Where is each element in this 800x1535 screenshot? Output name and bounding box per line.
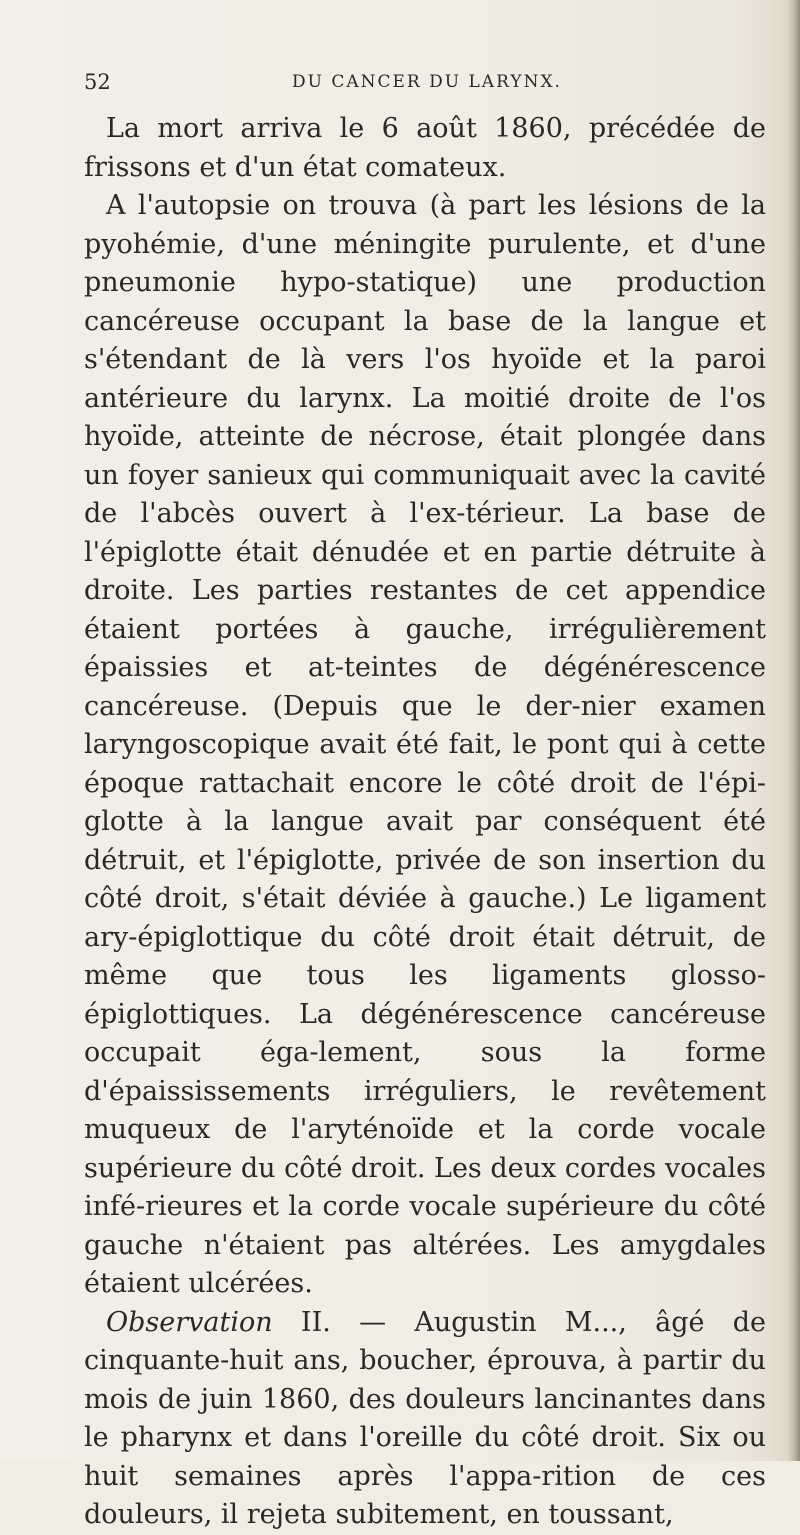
observation-label: Observation (106, 1306, 273, 1338)
observation-paragraph (84, 1304, 766, 1535)
body-text (84, 110, 766, 1535)
paragraph: La mort arriva le 6 août 1860, précédée de frissons et d'un état comateux. (84, 113, 766, 183)
page-edge-shadow (788, 0, 800, 1461)
page-header (84, 70, 784, 100)
observation-text: II. — Augustin M..., âgé de cinquante-huit ans, boucher, éprouva, à partir du mois de juin 1860, des douleurs lancinantes dans le pharynx et dans l'oreille du côté droit. Six ou huit semaines après l'appa-rition de ces douleurs, il rejeta subitement, en toussant, (84, 1306, 766, 1530)
running-title: DU CANCER DU LARYNX. (292, 72, 562, 92)
page-number: 52 (84, 70, 111, 94)
paragraph: A l'autopsie on trouva (à part les lésions de la pyohémie, d'une méningite purulente, et d'une pneumonie hypo-statique) une production cancéreuse occupant la base de la langue et s'étendant de là vers l'os hyoïde et la paroi antérieure du larynx. La moitié droite de l'os hyoïde, atteinte de nécrose, était plongée dans un foyer sanieux qui communiquait avec la cavité de l'abcès ouvert à l'ex-térieur. La base de l'épiglotte était dénudée et en partie détruite à droite. Les parties restantes de cet appendice étaient portées à gauche, irrégulièrement épaissies et at-teintes de dégénérescence cancéreuse. (Depuis que le der-nier examen laryngoscopique avait été fait, le pont qui à cette époque rattachait encore le côté droit de l'épi-glotte à la langue avait par conséquent été détruit, et l'épiglotte, privée de son insertion du côté droit, s'était déviée à gauche.) Le ligament ary-épiglottique du côté droit était détruit, de même que tous les ligaments glosso-épiglottiques. La dégénérescence cancéreuse occupait éga-lement, sous la forme d'épaississements irréguliers, le revêtement muqueux de l'aryténoïde et la corde vocale supérieure du côté droit. Les deux cordes vocales infé-rieures et la corde vocale supérieure du côté gauche n'étaient pas altérées. Les amygdales étaient ulcérées. (84, 190, 767, 1299)
